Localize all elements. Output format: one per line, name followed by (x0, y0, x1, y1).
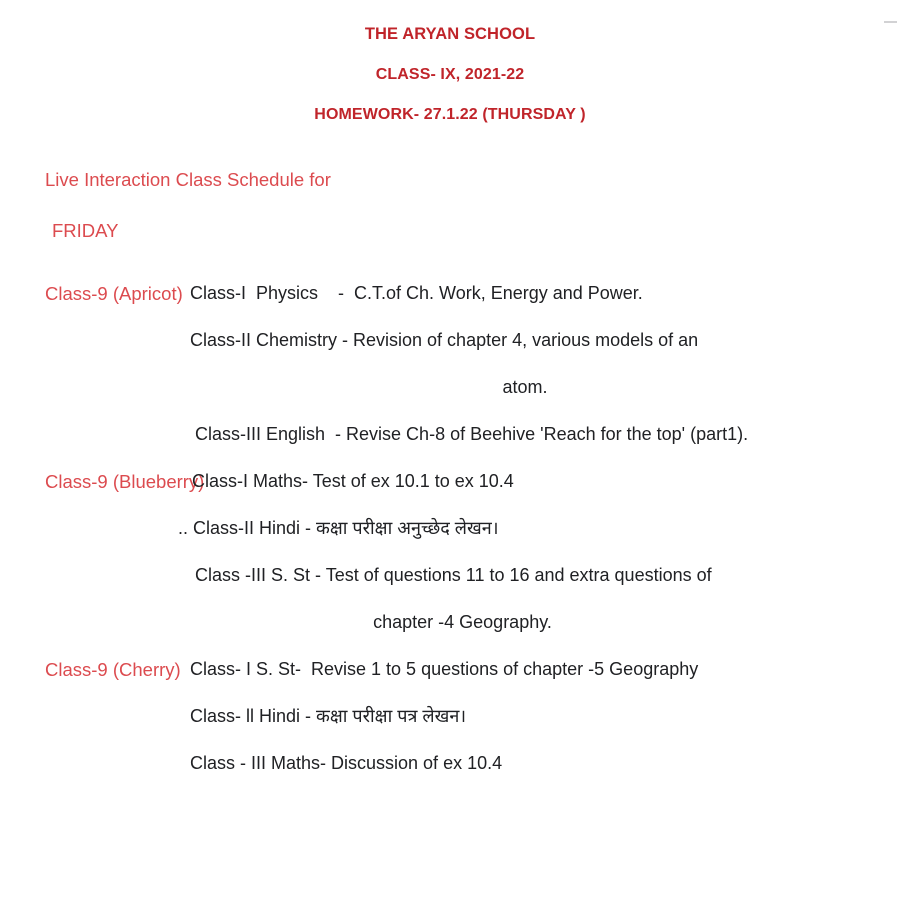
scroll-artifact-mark (884, 21, 897, 23)
class-line: .. Class-II Hindi - कक्षा परीक्षा अनुच्छेद लेखन। (178, 517, 499, 538)
class-schedule-list (0, 270, 900, 787)
class-line: Class-III English - Revise Ch-8 of Beehive 'Reach for the top' (part1). (195, 423, 749, 444)
schedule-heading-day: FRIDAY (52, 220, 119, 241)
class-body-apricot (190, 270, 900, 458)
class-label-apricot: Class-9 (Apricot) (45, 282, 183, 304)
class-line: Class-I Maths- Test of ex 10.1 to ex 10.4 (192, 470, 514, 491)
class-line: Class -III S. St - Test of questions 11 to 16 and extra questions of (195, 564, 712, 585)
class-label-blueberry: Class-9 (Blueberry) (45, 470, 205, 492)
document-header (0, 0, 900, 123)
class-line: Class-II Chemistry - Revision of chapter 4, various models of an (190, 329, 699, 350)
class-body-blueberry (178, 458, 900, 646)
class-line-continuation: chapter -4 Geography. (373, 611, 552, 632)
class-block-cherry (0, 646, 900, 787)
class-line: Class - III Maths- Discussion of ex 10.4 (190, 752, 503, 773)
class-label-cherry: Class-9 (Cherry) (45, 658, 181, 680)
class-block-apricot (0, 270, 900, 458)
class-year: CLASS- IX, 2021-22 (375, 65, 525, 83)
class-line: Class- I S. St- Revise 1 to 5 questions of chapter -5 Geography (190, 658, 699, 679)
class-line: Class- ll Hindi - कक्षा परीक्षा पत्र लेखन। (190, 705, 467, 726)
schedule-heading (0, 168, 900, 241)
schedule-heading-line-1: Live Interaction Class Schedule for (45, 168, 331, 190)
school-name: THE ARYAN SCHOOL (364, 25, 536, 43)
homework-date: HOMEWORK- 27.1.22 (THURSDAY ) (314, 105, 586, 123)
class-line: Class-I Physics - C.T.of Ch. Work, Energy and Power. (190, 282, 643, 303)
class-block-blueberry (0, 458, 900, 646)
class-line-continuation: atom. (502, 376, 548, 397)
class-body-cherry (190, 646, 900, 787)
